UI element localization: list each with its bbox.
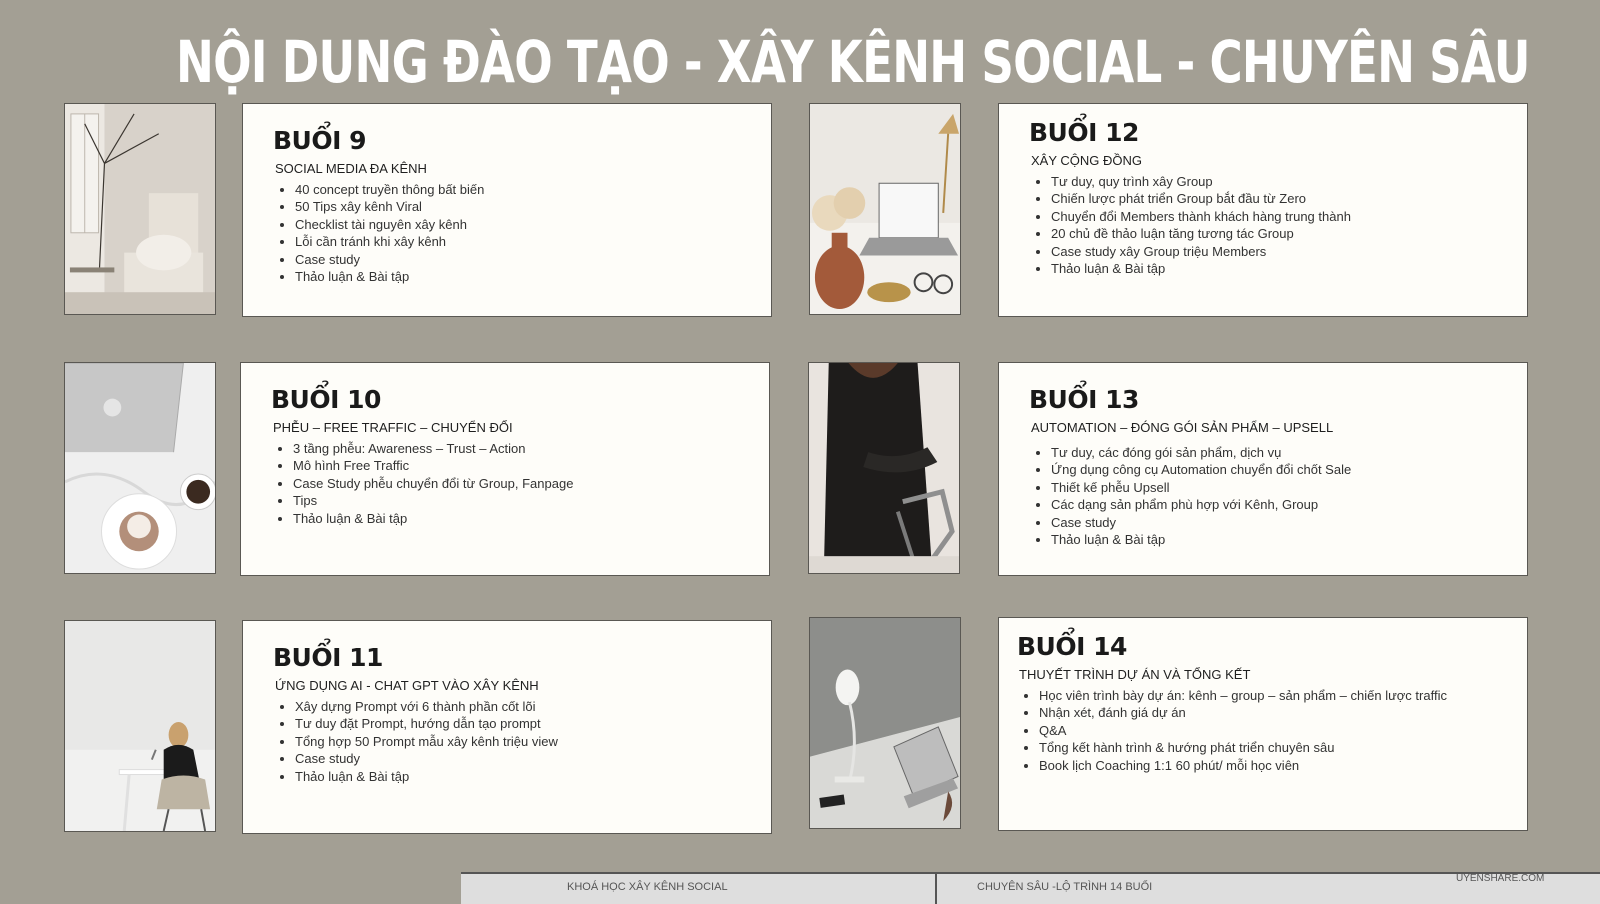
living-room-photo — [64, 103, 216, 315]
session-card-10 — [240, 362, 770, 576]
list-item: • Chiến lược phát triển Group bắt đầu từ Zero — [1051, 190, 1497, 207]
session-subtitle: AUTOMATION – ĐÓNG GÓI SẢN PHẨM – UPSELL — [1031, 420, 1334, 435]
session-subtitle: XÂY CỘNG ĐỒNG — [1031, 153, 1143, 168]
list-item: • Thảo luận & Bài tập — [295, 768, 741, 785]
list-item: • Học viên trình bày dự án: kênh – group – sản phẩm – chiến lược traffic — [1039, 687, 1497, 704]
list-item: • 50 Tips xây kênh Viral — [295, 198, 741, 215]
woman-chair-photo — [808, 362, 960, 574]
page-title: NỘI DUNG ĐÀO TẠO - XÂY KÊNH SOCIAL - CHUYÊN SÂU — [176, 28, 1530, 96]
list-item: • Nhận xét, đánh giá dự án — [1039, 704, 1497, 721]
list-item: • Thảo luận & Bài tập — [1051, 260, 1497, 277]
list-item: • Case study xây Group triệu Members — [1051, 243, 1497, 260]
session-card-9 — [242, 103, 772, 317]
session-subtitle: PHỄU – FREE TRAFFIC – CHUYỂN ĐỔI — [273, 420, 513, 435]
list-item: • Tips — [293, 492, 739, 509]
session-card-13 — [998, 362, 1528, 576]
list-item: • Thảo luận & Bài tập — [295, 268, 741, 285]
session-topic-list — [273, 181, 741, 285]
list-item: • Case Study phễu chuyển đổi từ Group, Fanpage — [293, 475, 739, 492]
session-topic-list — [1017, 687, 1497, 774]
list-item: • 40 concept truyền thông bất biến — [295, 181, 741, 198]
list-item: • Checklist tài nguyên xây kênh — [295, 216, 741, 233]
list-item: • Case study — [295, 251, 741, 268]
session-card-11 — [242, 620, 772, 834]
list-item: • Case study — [295, 750, 741, 767]
session-title: BUỔI 13 — [1029, 385, 1139, 414]
list-item: • Ứng dụng công cụ Automation chuyển đổi chốt Sale — [1051, 461, 1497, 478]
list-item: • Case study — [1051, 514, 1497, 531]
session-card-14 — [998, 617, 1528, 831]
list-item: • Thảo luận & Bài tập — [1051, 531, 1497, 548]
laptop-desk-photo — [809, 103, 961, 315]
session-topic-list — [1029, 444, 1497, 548]
desk-lamp-laptop-photo — [809, 617, 961, 829]
session-title: BUỔI 12 — [1029, 118, 1139, 147]
list-item: • 3 tầng phễu: Awareness – Trust – Action — [293, 440, 739, 457]
footer-course-label: KHOÁ HỌC XÂY KÊNH SOCIAL — [567, 881, 728, 893]
session-card-12 — [998, 103, 1528, 317]
list-item: • Các dạng sản phẩm phù hợp với Kênh, Group — [1051, 496, 1497, 513]
list-item: • 20 chủ đề thảo luận tăng tương tác Group — [1051, 225, 1497, 242]
list-item: • Mô hình Free Traffic — [293, 457, 739, 474]
list-item: • Thảo luận & Bài tập — [293, 510, 739, 527]
list-item: • Lỗi cần tránh khi xây kênh — [295, 233, 741, 250]
session-subtitle: SOCIAL MEDIA ĐA KÊNH — [275, 161, 427, 176]
list-item: • Tổng kết hành trình & hướng phát triển chuyên sâu — [1039, 739, 1497, 756]
session-topic-list — [1029, 173, 1497, 277]
list-item: • Xây dựng Prompt với 6 thành phần cốt lõi — [295, 698, 741, 715]
list-item: • Tư duy, các đóng gói sản phẩm, dịch vụ — [1051, 444, 1497, 461]
list-item: • Chuyển đổi Members thành khách hàng trung thành — [1051, 208, 1497, 225]
woman-desk-photo — [64, 620, 216, 832]
session-title: BUỔI 10 — [271, 385, 381, 414]
session-subtitle: ỨNG DỤNG AI - CHAT GPT VÀO XÂY KÊNH — [275, 678, 539, 693]
list-item: • Thiết kế phễu Upsell — [1051, 479, 1497, 496]
laptop-coffee-bed-photo — [64, 362, 216, 574]
session-title: BUỔI 9 — [273, 126, 367, 155]
list-item: • Tổng hợp 50 Prompt mẫu xây kênh triệu view — [295, 733, 741, 750]
footer-roadmap-label: CHUYÊN SÂU -LỘ TRÌNH 14 BUỔI — [977, 881, 1153, 893]
list-item: • Q&A — [1039, 722, 1497, 739]
session-topic-list — [271, 440, 739, 527]
session-title: BUỔI 11 — [273, 643, 383, 672]
website-label: UYENSHARE.COM — [1456, 873, 1545, 884]
list-item: • Book lịch Coaching 1:1 60 phút/ mỗi học viên — [1039, 757, 1497, 774]
list-item: • Tư duy, quy trình xây Group — [1051, 173, 1497, 190]
session-title: BUỔI 14 — [1017, 632, 1127, 661]
session-topic-list — [273, 698, 741, 785]
footer-bar — [461, 872, 1600, 904]
session-subtitle: THUYẾT TRÌNH DỰ ÁN VÀ TỔNG KẾT — [1019, 667, 1251, 682]
list-item: • Tư duy đặt Prompt, hướng dẫn tạo prompt — [295, 715, 741, 732]
